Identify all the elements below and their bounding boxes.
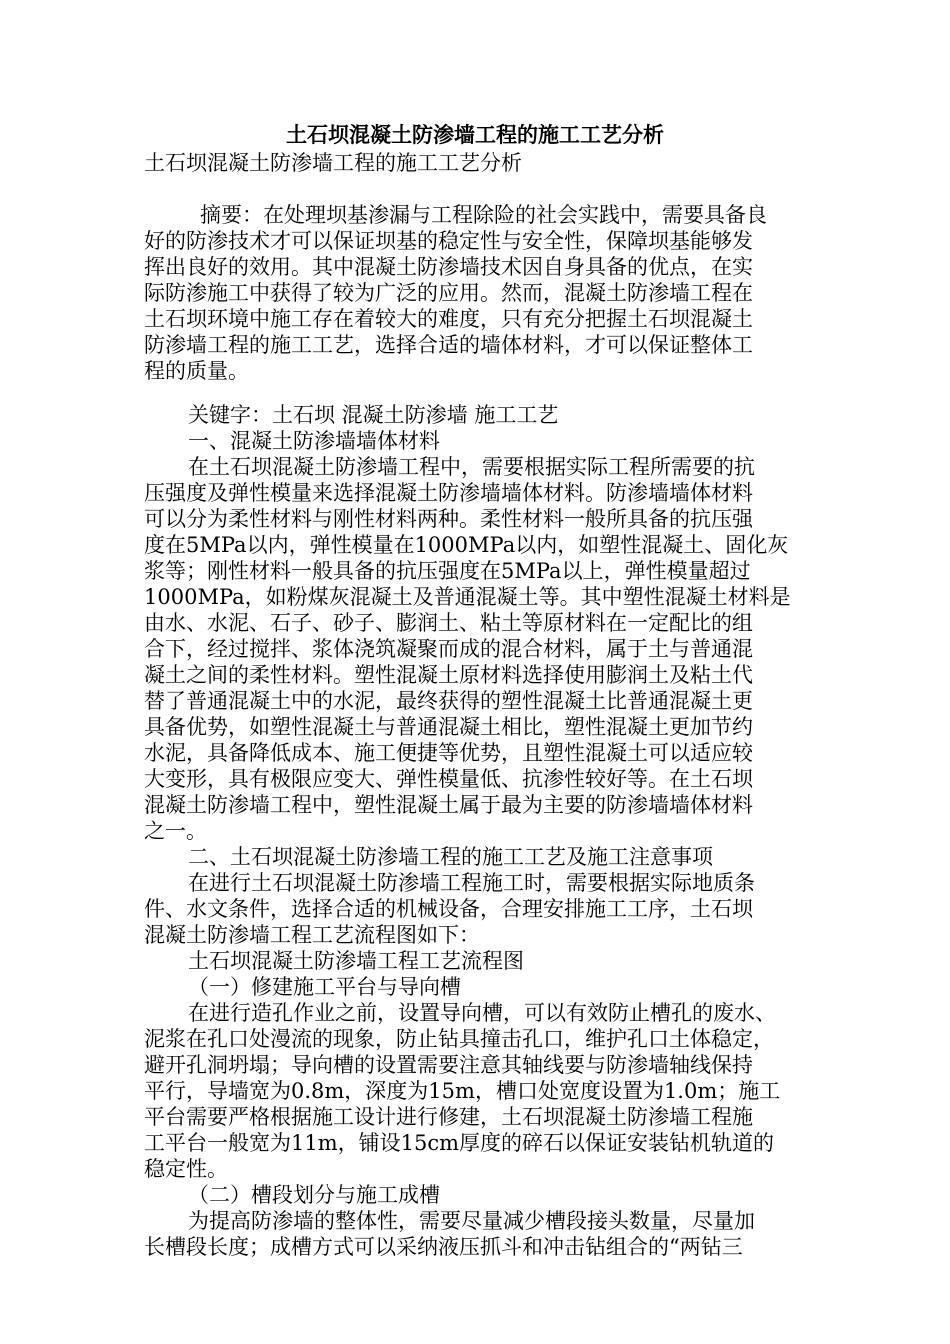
abstract-line: 际防渗施工中获得了较为广泛的应用。然而，混凝土防渗墙工程在: [144, 281, 753, 305]
body-line: 在土石坝混凝土防渗墙工程中，需要根据实际工程所需要的抗: [188, 455, 755, 479]
document-title: 土石坝混凝土防渗墙工程的施工工艺分析: [286, 122, 664, 147]
subsection-heading: （二）槽段划分与施工成槽: [188, 1183, 440, 1207]
body-line: 工平台一般宽为11m，铺设15cm厚度的碎石以保证安装钻机轨道的: [144, 1131, 775, 1155]
body-line: 在进行造孔作业之前，设置导向槽，可以有效防止槽孔的废水、: [188, 1001, 776, 1025]
body-line: 由水、水泥、石子、砂子、膨润土、粘土等原材料在一定配比的组: [144, 611, 753, 635]
abstract-line: 挥出良好的效用。其中混凝土防渗墙技术因自身具备的优点，在实: [144, 255, 753, 279]
section-heading: 一、混凝土防渗墙墙体材料: [188, 429, 440, 453]
body-line: 替了普通混凝土中的水泥，最终获得的塑性混凝土比普通混凝土更: [144, 689, 753, 713]
body-line: 件、水文条件，选择合适的机械设备，合理安排施工工序，土石坝: [144, 897, 753, 921]
subsection-heading: （一）修建施工平台与导向槽: [188, 975, 461, 999]
body-line: 凝土之间的柔性材料。塑性混凝土原材料选择使用膨润土及粘土代: [144, 663, 753, 687]
body-line: 度在5MPa以内，弹性模量在1000MPa以内，如塑性混凝土、固化灰: [144, 533, 789, 557]
body-line: 浆等；刚性材料一般具备的抗压强度在5MPa以上，弹性模量超过: [144, 559, 751, 583]
abstract-line: 程的质量。: [144, 359, 249, 383]
body-line: 大变形，具有极限应变大、弹性模量低、抗渗性较好等。在土石坝: [144, 767, 753, 791]
body-line: 泥浆在孔口处漫流的现象，防止钻具撞击孔口，维护孔口土体稳定，: [144, 1027, 774, 1051]
body-line: 混凝土防渗墙工程中，塑性混凝土属于最为主要的防渗墙墙体材料: [144, 793, 753, 817]
body-line: 合下，经过搅拌、浆体浇筑凝聚而成的混合材料，属于土与普通混: [144, 637, 753, 661]
section-heading: 二、土石坝混凝土防渗墙工程的施工工艺及施工注意事项: [188, 845, 713, 869]
body-line: 混凝土防渗墙工程工艺流程图如下：: [144, 923, 480, 947]
body-line: 之一。: [144, 819, 207, 843]
figure-caption: 土石坝混凝土防渗墙工程工艺流程图: [188, 949, 524, 973]
body-line: 长槽段长度；成槽方式可以采纳液压抓斗和冲击钻组合的“两钻三: [144, 1235, 743, 1259]
abstract-line: 防渗墙工程的施工工艺，选择合适的墙体材料，才可以保证整体工: [144, 333, 753, 357]
body-line: 稳定性。: [144, 1157, 228, 1181]
body-line: 在进行土石坝混凝土防渗墙工程施工时，需要根据实际地质条: [188, 871, 755, 895]
body-line: 1000MPa，如粉煤灰混凝土及普通混凝土等。其中塑性混凝土材料是: [144, 585, 791, 609]
body-line: 可以分为柔性材料与刚性材料两种。柔性材料一般所具备的抗压强: [144, 507, 753, 531]
abstract-line: 土石坝环境中施工存在着较大的难度，只有充分把握土石坝混凝土: [144, 307, 753, 331]
document-subtitle: 土石坝混凝土防渗墙工程的施工工艺分析: [144, 151, 522, 175]
body-line: 为提高防渗墙的整体性，需要尽量减少槽段接头数量，尽量加: [188, 1209, 755, 1233]
body-line: 平行，导墙宽为0.8m，深度为15m，槽口处宽度设置为1.0m；施工: [144, 1079, 781, 1103]
abstract-line: 好的防渗技术才可以保证坝基的稳定性与安全性，保障坝基能够发: [144, 229, 753, 253]
body-line: 避开孔洞坍塌；导向槽的设置需要注意其轴线要与防渗墙轴线保持: [144, 1053, 753, 1077]
body-line: 平台需要严格根据施工设计进行修建，土石坝混凝土防渗墙工程施: [144, 1105, 753, 1129]
body-line: 压强度及弹性模量来选择混凝土防渗墙墙体材料。防渗墙墙体材料: [144, 481, 753, 505]
body-line: 水泥，具备降低成本、施工便捷等优势，且塑性混凝土可以适应较: [144, 741, 753, 765]
body-line: 具备优势，如塑性混凝土与普通混凝土相比，塑性混凝土更加节约: [144, 715, 753, 739]
keywords-line: 关键字：土石坝 混凝土防渗墙 施工工艺: [188, 403, 559, 427]
abstract-line: 摘要：在处理坝基渗漏与工程除险的社会实践中，需要具备良: [200, 203, 767, 227]
